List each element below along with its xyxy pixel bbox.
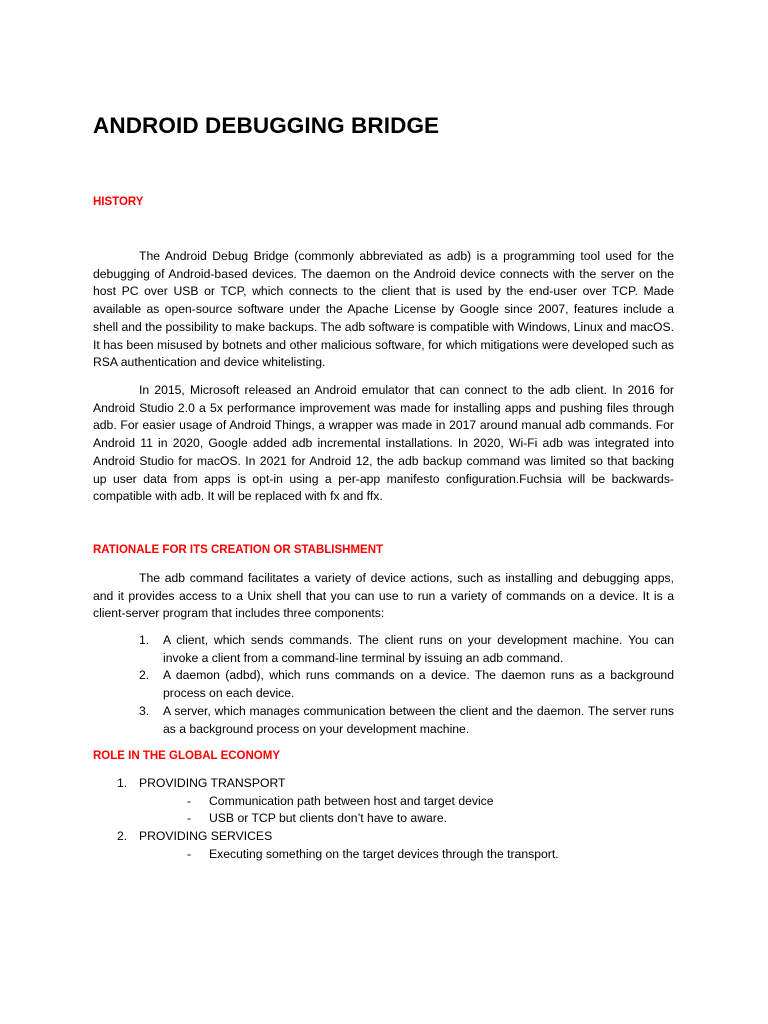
- list-item: [117, 775, 674, 828]
- sub-list: [117, 793, 674, 828]
- list-item: [117, 828, 674, 863]
- list-item: [139, 703, 674, 738]
- list-item-label: PROVIDING TRANSPORT: [139, 776, 286, 790]
- dash-bullet: -: [187, 811, 192, 826]
- rationale-heading: RATIONALE FOR ITS CREATION OR STABLISHMENT: [93, 544, 384, 556]
- role-list: [117, 775, 674, 864]
- list-item-number: 3.: [139, 703, 150, 718]
- list-item-text: A server, which manages communication between the client and the daemon. The server runs as a background process on your development machine.: [163, 703, 674, 736]
- list-item-number: 2.: [117, 829, 128, 844]
- sub-list-item-text: USB or TCP but clients don’t have to aware.: [209, 811, 448, 826]
- list-item: [139, 632, 674, 667]
- sub-list-item: [117, 793, 674, 811]
- dash-bullet: -: [187, 793, 192, 808]
- dash-bullet: -: [187, 846, 192, 861]
- role-heading: ROLE IN THE GLOBAL ECONOMY: [93, 750, 280, 762]
- document-title: ANDROID DEBUGGING BRIDGE: [93, 113, 440, 138]
- sub-list: [117, 846, 674, 864]
- list-item-number: 2.: [139, 668, 150, 683]
- list-item-text: A client, which sends commands. The client runs on your development machine. You can invoke a client from a command-line terminal by issuing an adb command.: [163, 633, 674, 665]
- sub-list-item: [117, 810, 674, 828]
- list-item-label: PROVIDING SERVICES: [139, 829, 273, 844]
- list-item-number: 1.: [117, 776, 128, 790]
- sub-list-item-text: Communication path between host and target device: [209, 793, 494, 808]
- sub-list-item: [117, 846, 674, 864]
- list-item-text: A daemon (adbd), which runs commands on a device. The daemon runs as a background process on each device.: [163, 668, 674, 701]
- history-paragraph-2: In 2015, Microsoft released an Android emulator that can connect to the adb client. In 2016 for Android Studio 2.0 a 5x performance improvement was made for installing apps and pushing files through adb. For easier usage of Android Things, a wrapper was made in 2017 around manual adb commands. For Android 11 in 2020, Google added adb incremental installations. In 2020, Wi-Fi adb was integrated into Android Studio for macOS. In 2021 for Android 12, the adb backup command was limited so that backing up user data from apps is opt-in using a per-app manifesto configuration.Fuchsia will be backwards-compatible with adb. It will be replaced with fx and ffx.: [93, 383, 674, 504]
- components-list: [139, 632, 674, 738]
- history-heading: HISTORY: [93, 196, 144, 208]
- sub-list-item-text: Executing something on the target devices through the transport.: [209, 846, 559, 861]
- rationale-intro-paragraph: The adb command facilitates a variety of device actions, such as installing and debugging apps, and it provides access to a Unix shell that you can use to run a variety of commands on a device. It is a client-server program that includes three components:: [93, 571, 674, 621]
- list-item: [139, 667, 674, 702]
- history-paragraph-1: The Android Debug Bridge (commonly abbreviated as adb) is a programming tool used for the debugging of Android-based devices. The daemon on the Android device connects with the server on the host PC over USB or TCP, which connects to the client that is used by the end-user over TCP. Made available as open-source software under the Apache License by Google since 2007, features include a shell and the possibility to make backups. The adb software is compatible with Windows, Linux and macOS. It has been misused by botnets and other malicious software, for which mitigations were developed such as RSA authentication and device whitelisting.: [93, 249, 675, 370]
- list-item-number: 1.: [139, 633, 150, 647]
